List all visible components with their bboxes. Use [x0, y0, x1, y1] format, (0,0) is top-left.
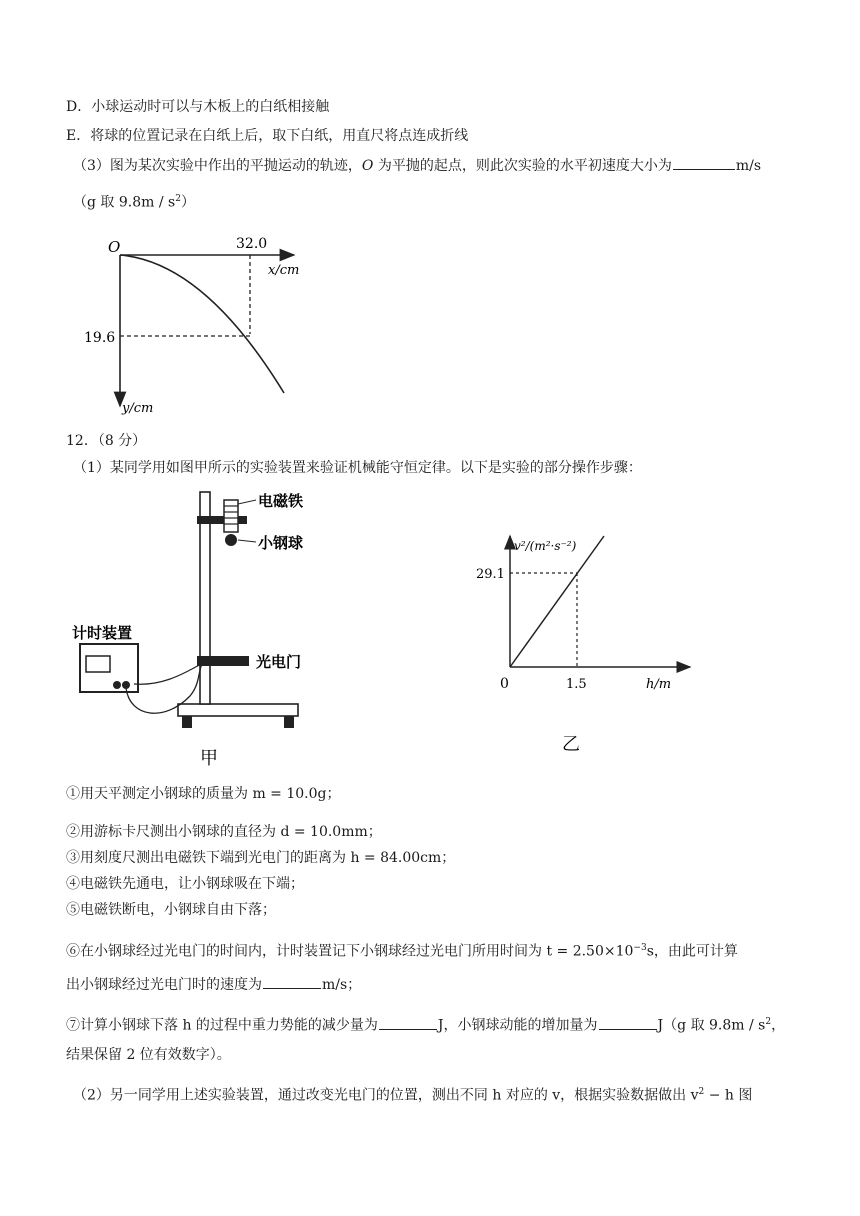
- h-value-label: 1.5: [566, 677, 587, 692]
- photogate: [197, 656, 249, 666]
- step-6-unit: m/s；: [322, 977, 362, 993]
- y-value-label: 19.6: [84, 330, 116, 346]
- apparatus-figure: [70, 486, 320, 776]
- origin-label-yi: 0: [500, 676, 509, 692]
- step-6-text-a: ⑥在小钢球经过光电门的时间内，计时装置记下小钢球经过光电门所用时间为 t = 2.50×10: [66, 943, 634, 960]
- trajectory-figure: [84, 228, 314, 424]
- step-7-cont: 结果保留 2 位有效数字）。: [66, 1047, 231, 1063]
- v2-axis-label: v²/(m²·s⁻²): [514, 539, 577, 553]
- timer-display: [86, 656, 110, 672]
- x-value-label: 32.0: [236, 236, 268, 252]
- step-3: ③用刻度尺测出电磁铁下端到光电门的距离为 h = 84.00cm；: [66, 850, 456, 866]
- v2-value-label: 29.1: [476, 567, 505, 582]
- electromagnet-label: 电磁铁: [258, 492, 304, 510]
- base-foot-left: [182, 716, 192, 728]
- step-7-sup: 2: [765, 1017, 772, 1027]
- v2-h-graph: [470, 528, 710, 758]
- step-5: ⑤电磁铁断电，小钢球自由下落；: [66, 902, 276, 918]
- trajectory-curve: [120, 255, 284, 393]
- q3-unit: m/s: [735, 158, 762, 174]
- q2-text-a: （2）另一同学用上述实验装置，通过改变光电门的位置，测出不同 h 对应的 v，根据实验数据做出 v: [73, 1087, 699, 1104]
- kinetic-blank[interactable]: [599, 1015, 657, 1030]
- question-12-2: [73, 1083, 752, 1105]
- graph-line: [510, 536, 604, 667]
- step-6-text-c: 出小钢球经过光电门时的速度为: [66, 977, 262, 993]
- timer-label: 计时装置: [72, 624, 133, 642]
- option-d: D．小球运动时可以与木板上的白纸相接触: [66, 99, 330, 115]
- step-6: [66, 939, 738, 961]
- photogate-label: 光电门: [256, 653, 302, 671]
- ball-label: 小钢球: [258, 534, 304, 552]
- step-2: ②用游标卡尺测出小钢球的直径为 d = 10.0mm；: [66, 824, 382, 840]
- y-axis-label: y/cm: [122, 401, 154, 416]
- stand-base: [178, 704, 298, 716]
- question-12-title: 12．（8 分）: [66, 433, 147, 449]
- step-6-cont: [66, 974, 361, 994]
- question-3: [73, 155, 761, 175]
- q3-g-text: （g 取 9.8m / s: [73, 194, 176, 211]
- step-7: [66, 1013, 785, 1035]
- option-e: E．将球的位置记录在白纸上后，取下白纸，用直尺将点连成折线: [66, 128, 469, 144]
- figure-yi-caption: 乙: [562, 734, 580, 755]
- electromagnet: [224, 500, 238, 532]
- steel-ball: [225, 534, 237, 546]
- upper-clamp-arm: [197, 516, 247, 524]
- step-7-text-a: ⑦计算小钢球下落 h 的过程中重力势能的减少量为: [66, 1017, 378, 1034]
- answer-blank[interactable]: [673, 155, 735, 170]
- q2-text-b: − h 图: [704, 1087, 753, 1104]
- q3-g-sup: 2: [175, 194, 181, 204]
- step-6-text-b: s，由此可计算: [646, 943, 738, 960]
- step-7-text-c: J（g 取 9.8m / s: [657, 1017, 766, 1034]
- origin-label: O: [108, 238, 121, 256]
- q3-origin: O: [361, 158, 374, 174]
- step-7-text-b: J，小钢球动能的增加量为: [437, 1017, 598, 1034]
- x-axis-label: x/cm: [268, 263, 300, 278]
- velocity-blank[interactable]: [263, 974, 321, 989]
- q2-sup: 2: [698, 1087, 705, 1097]
- q3-gravity-note: [73, 190, 195, 212]
- base-foot-right: [284, 716, 294, 728]
- step-4: ④电磁铁先通电，让小钢球吸在下端；: [66, 876, 304, 892]
- q3-text-a: （3）图为某次实验中作出的平抛运动的轨迹，: [73, 158, 362, 174]
- q3-text-b: 为平抛的起点，则此次实验的水平初速度大小为: [373, 158, 672, 174]
- potential-blank[interactable]: [379, 1015, 437, 1030]
- question-12-1: （1）某同学用如图甲所示的实验装置来验证机械能守恒定律。以下是实验的部分操作步骤：: [73, 460, 642, 476]
- step-6-sup: −3: [633, 943, 647, 953]
- step-1: ①用天平测定小钢球的质量为 m = 10.0g；: [66, 786, 341, 802]
- step-7-text-d: ，: [771, 1017, 786, 1034]
- h-axis-label: h/m: [646, 677, 672, 692]
- figure-jia-caption: 甲: [200, 748, 218, 769]
- q3-g-end: ）: [180, 194, 195, 211]
